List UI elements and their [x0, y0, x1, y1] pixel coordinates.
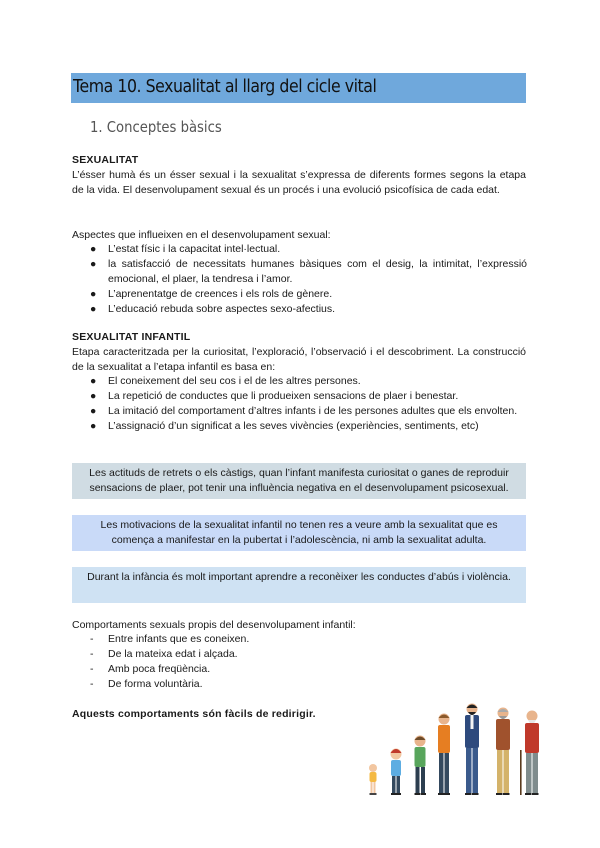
dash-icon: -	[90, 633, 94, 645]
title-bar	[71, 73, 526, 103]
section-heading: 1. Conceptes bàsics	[90, 118, 222, 136]
bullet-icon: ●	[90, 303, 97, 315]
dash-icon: -	[90, 678, 94, 690]
figure-older-child-icon	[415, 736, 427, 796]
list-item: - De forma voluntària.	[90, 678, 203, 690]
figure-teen-icon	[438, 714, 450, 796]
list-item: ● L’aprenentatge de creences i els rols de gènere.	[90, 288, 333, 300]
bullet-icon: ●	[90, 375, 97, 387]
figure-child-icon	[391, 749, 402, 796]
list-item: - Entre infants que es coneixen.	[90, 633, 250, 645]
list-item: ● L’estat físic i la capacitat intel·lectual.	[90, 243, 281, 255]
bases-list	[90, 374, 527, 434]
dash-icon: -	[90, 648, 94, 660]
figure-baby-icon	[369, 764, 377, 795]
paragraph-sexualitat-intro: L’ésser humà és un ésser sexual i la sexualitat s’expressa de diferents formes segons la etapa de la vida. El desenvolupament sexual és un procés i una evolució psicofísica de cada edat.	[72, 169, 526, 196]
page-title: Tema 10. Sexualitat al llarg del cicle vital	[73, 77, 377, 97]
note-box-punishment: Les actituds de retrets o els càstigs, quan l’infant manifesta curiositat o ganes de reproduir sensacions de plaer, pot tenir una influència negativa en el desenvolupament psicosexual.	[72, 463, 526, 499]
figure-elder-icon	[520, 711, 539, 796]
paragraph-infantil-intro: Etapa caracteritzada per la curiositat, l’exploració, l’observació i el descobriment. La construcció de la sexualitat a l’etapa infantil es basa en:	[72, 346, 526, 373]
list-item: ● La repetició de conductes que li produeixen sensacions de plaer i benestar.	[90, 390, 459, 402]
note-box-motivations: Les motivacions de la sexualitat infantil no tenen res a veure amb la sexualitat que es comença a manifestar en la pubertat i l’adolescència, ni amb la sexualitat adulta.	[72, 515, 526, 551]
list-item: - De la mateixa edat i alçada.	[90, 648, 238, 660]
bullet-icon: ●	[90, 405, 97, 417]
bullet-icon: ●	[90, 258, 97, 270]
figure-middle-aged-icon	[496, 708, 510, 796]
bullet-icon: ●	[90, 243, 97, 255]
bullet-icon: ●	[90, 288, 97, 300]
behaviours-list	[90, 632, 390, 692]
figure-adult-icon	[465, 704, 479, 796]
paragraph-aspects-intro: Aspectes que influeixen en el desenvolupament sexual:	[72, 229, 331, 241]
list-item: ● la satisfacció de necessitats humanes bàsiques com el desig, la intimitat, l’expressió emocional, el plaer, la tendresa i l’amor.	[90, 258, 527, 285]
list-item: - Amb poca freqüència.	[90, 663, 211, 675]
heading-sexualitat-infantil: SEXUALITAT INFANTIL	[72, 331, 191, 343]
list-item: ● El coneixement del seu cos i el de les altres persones.	[90, 375, 361, 387]
life-stages-people-illustration	[360, 700, 560, 800]
paragraph-behaviours-intro: Comportaments sexuals propis del desenvolupament infantil:	[72, 619, 356, 631]
conclusion-text: Aquests comportaments són fàcils de redirigir.	[72, 708, 316, 720]
bullet-icon: ●	[90, 390, 97, 402]
aspects-list	[90, 242, 527, 317]
note-box-abuse: Durant la infància és molt important aprendre a reconèixer les conductes d’abús i violència.	[72, 567, 526, 603]
list-item: ● La imitació del comportament d’altres infants i de les persones adultes que els envolten.	[90, 405, 518, 417]
list-item: ● L’educació rebuda sobre aspectes sexo-afectius.	[90, 303, 336, 315]
heading-sexualitat: SEXUALITAT	[72, 154, 139, 166]
dash-icon: -	[90, 663, 94, 675]
bullet-icon: ●	[90, 420, 97, 432]
list-item: ● L’assignació d’un significat a les seves vivències (experiències, sentiments, etc)	[90, 420, 479, 432]
